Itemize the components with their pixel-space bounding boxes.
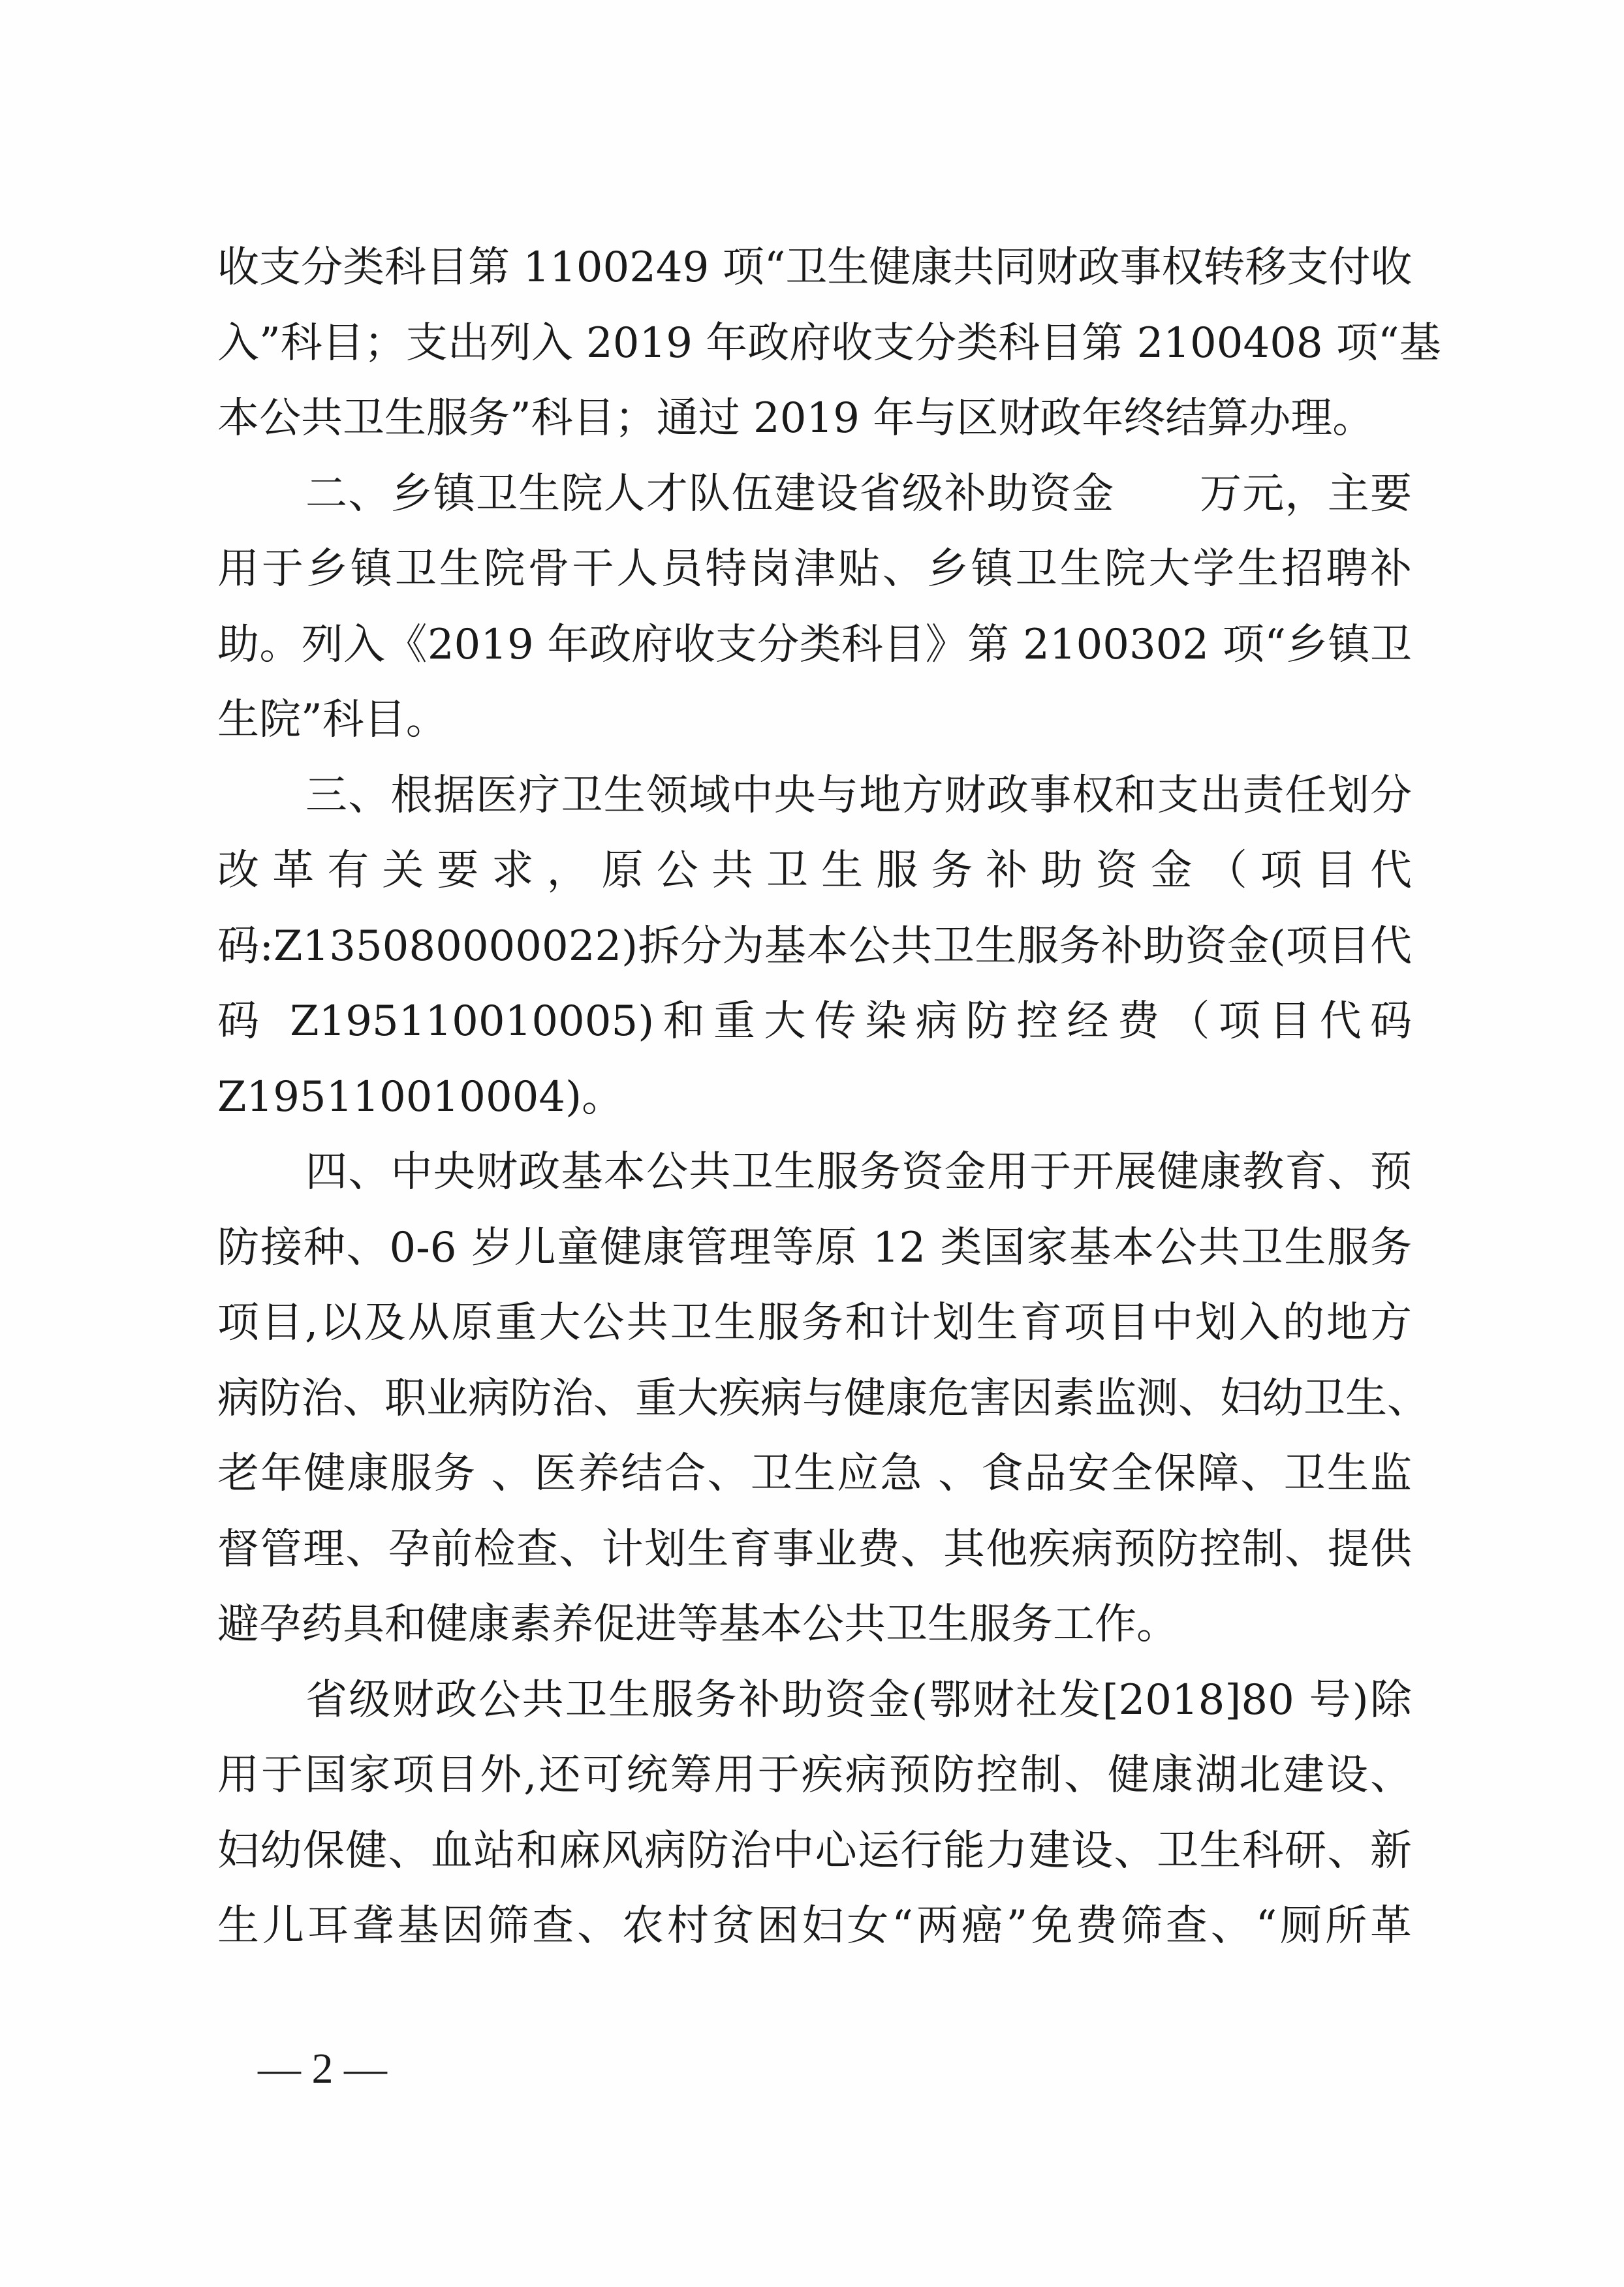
text-line: 生院”科目。 bbox=[217, 696, 448, 744]
text-line: 四、中央财政基本公共卫生服务资金用于开展健康教育、预 bbox=[305, 1148, 1412, 1196]
text-line: 用于国家项目外,还可统筹用于疾病预防控制、健康湖北建设、 bbox=[217, 1751, 1412, 1799]
text-line: 省级财政公共卫生服务补助资金(鄂财社发[2018]80 号)除 bbox=[305, 1676, 1412, 1724]
text-line: 防接种、0-6 岁儿童健康管理等原 12 类国家基本公共卫生服务 bbox=[217, 1224, 1412, 1272]
text-line: 改革有关要求，原公共卫生服务补助资金（项目代 bbox=[217, 847, 1412, 895]
page-number: — 2 — bbox=[258, 2045, 387, 2093]
text-line: 三、根据医疗卫生领域中央与地方财政事权和支出责任划分 bbox=[305, 771, 1412, 820]
text-line: 入”科目；支出列入 2019 年政府收支分类科目第 2100408 项“基 bbox=[217, 319, 1441, 367]
text-line: 码:Z135080000022)拆分为基本公共卫生服务补助资金(项目代 bbox=[217, 922, 1412, 971]
text-line: 助。列入《2019 年政府收支分类科目》第 2100302 项“乡镇卫 bbox=[217, 621, 1412, 669]
text-line: 妇幼保健、血站和麻风病防治中心运行能力建设、卫生科研、新 bbox=[217, 1827, 1412, 1875]
text-line: 本公共卫生服务”科目；通过 2019 年与区财政年终结算办理。 bbox=[217, 394, 1375, 443]
text-line: 二、乡镇卫生院人才队伍建设省级补助资金 万元，主要 bbox=[305, 470, 1412, 518]
text-line: 病防治、职业病防治、重大疾病与健康危害因素监测、妇幼卫生、 bbox=[217, 1375, 1429, 1423]
text-line: 生儿耳聋基因筛查、农村贫困妇女“两癌”免费筛查、“厕所革 bbox=[217, 1902, 1412, 1950]
text-line: 码 Z195110010005)和重大传染病防控经费（项目代码 bbox=[217, 997, 1412, 1046]
text-line: Z195110010004)。 bbox=[217, 1073, 624, 1121]
text-line: 督管理、孕前检查、计划生育事业费、其他疾病预防控制、提供 bbox=[217, 1525, 1412, 1574]
text-line: 收支分类科目第 1100249 项“卫生健康共同财政事权转移支付收 bbox=[217, 243, 1413, 292]
text-line: 老年健康服务 、医养结合、卫生应急 、食品安全保障、卫生监 bbox=[217, 1450, 1412, 1498]
text-line: 避孕药具和健康素养促进等基本公共卫生服务工作。 bbox=[217, 1600, 1178, 1649]
text-line: 用于乡镇卫生院骨干人员特岗津贴、乡镇卫生院大学生招聘补 bbox=[217, 545, 1412, 593]
text-line: 项目,以及从原重大公共卫生服务和计划生育项目中划入的地方 bbox=[217, 1299, 1412, 1347]
